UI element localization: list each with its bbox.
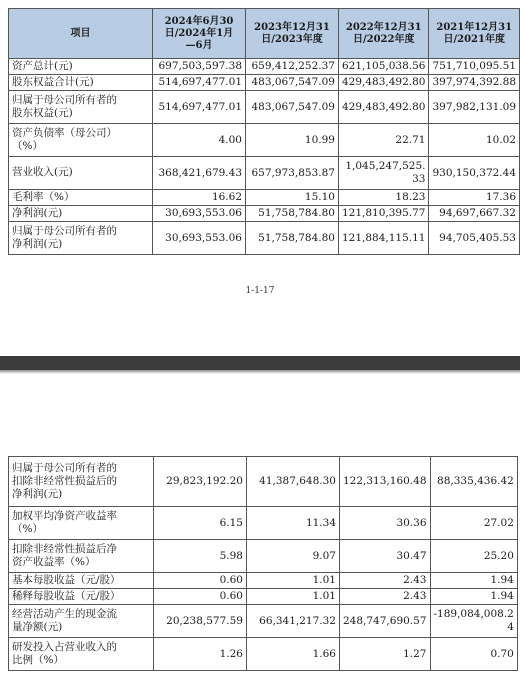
cell-value: 9.07 [247,540,340,573]
cell-value: 751,710,095.51 [429,59,520,75]
cell-value: 429,483,492.80 [338,75,429,91]
row-label: 净利润(元) [9,206,153,222]
cell-value: 121,884,115.11 [338,222,429,255]
cell-value: 5.98 [154,540,247,573]
cell-value: 1.94 [430,589,517,605]
cell-value: 18.23 [338,190,429,206]
cell-value: 659,412,252.37 [246,59,339,75]
cell-value: 2.43 [340,573,431,589]
cell-value: 30.47 [340,540,431,573]
row-label: 股东权益合计(元) [9,75,153,91]
cell-value: 368,421,679.43 [153,157,246,190]
page-separator-shadow [0,370,520,374]
cell-value: 16.62 [153,190,246,206]
table-row [9,124,520,157]
page-number: 1-1-17 [245,286,275,296]
cell-value: 122,313,160.48 [340,457,431,507]
row-label: 扣除非经常性损益后净 资产收益率（%） [9,540,154,573]
row-label: 营业收入(元) [9,157,153,190]
cell-value: 1.01 [247,589,340,605]
table-row [9,457,518,507]
cell-value: 657,973,853.87 [246,157,339,190]
cell-value: 6.15 [154,507,247,540]
cell-value: 930,150,372.44 [429,157,520,190]
cell-value: 10.99 [246,124,339,157]
table-row [9,573,518,589]
row-label: 归属于母公司所有者的 股东权益(元) [9,91,153,124]
cell-value: 483,067,547.09 [246,91,339,124]
row-label: 毛利率（%） [9,190,153,206]
cell-value: 397,982,131.09 [429,91,520,124]
table-row [9,91,520,124]
cell-value: 88,335,436.42 [430,457,517,507]
cell-value: 514,697,477.01 [153,91,246,124]
header-period-2021: 2021年12月31 日/2021年度 [429,9,520,59]
row-label: 基本每股收益（元/股） [9,573,154,589]
cell-value: 10.02 [429,124,520,157]
row-label: 归属于母公司所有者的 净利润(元) [9,222,153,255]
cell-value: 94,705,405.53 [429,222,520,255]
row-label: 归属于母公司所有者的 扣除非经常性损益后的 净利润(元) [9,457,154,507]
header-row [9,9,520,59]
table-row [9,638,518,671]
cell-value: 29,823,192.20 [154,457,247,507]
cell-value: 11.34 [247,507,340,540]
cell-value: 697,503,597.38 [153,59,246,75]
header-period-2024h1: 2024年6月30 日/2024年1月 —6月 [153,9,246,59]
cell-value: 27.02 [430,507,517,540]
cell-value: 483,067,547.09 [246,75,339,91]
cell-value: 397,974,392.88 [429,75,520,91]
table-row [9,605,518,638]
cell-value: 22.71 [338,124,429,157]
table-row [9,157,520,190]
cell-value: 621,105,038.56 [338,59,429,75]
cell-value: 1.94 [430,573,517,589]
row-label: 稀释每股收益（元/股） [9,589,154,605]
cell-value: 429,483,492.80 [338,91,429,124]
row-label: 经营活动产生的现金流 量净额(元) [9,605,154,638]
table-row [9,589,518,605]
cell-value: 1.01 [247,573,340,589]
cell-value: 51,758,784.80 [246,222,339,255]
cell-value: 25.20 [430,540,517,573]
cell-value: 1.26 [154,638,247,671]
cell-value: 0.60 [154,573,247,589]
table-row [9,59,520,75]
row-label: 加权平均净资产收益率 （%） [9,507,154,540]
cell-value: 15.10 [246,190,339,206]
cell-value: 514,697,477.01 [153,75,246,91]
cell-value: 1,045,247,525. 33 [338,157,429,190]
financial-summary-table-continued [8,456,518,671]
header-item: 项目 [9,9,153,59]
cell-value: 2.43 [340,589,431,605]
table-row [9,75,520,91]
page-separator [0,356,520,370]
table-row [9,190,520,206]
row-label: 研发投入占营业收入的 比例（%） [9,638,154,671]
cell-value: 30,693,553.06 [153,206,246,222]
cell-value: 41,387,648.30 [247,457,340,507]
table-row [9,507,518,540]
row-label: 资产负债率（母公司） （%） [9,124,153,157]
table-row [9,222,520,255]
table-row [9,540,518,573]
table-row [9,206,520,222]
cell-value: 121,810,395.77 [338,206,429,222]
cell-value: 1.27 [340,638,431,671]
cell-value: 94,697,667.32 [429,206,520,222]
cell-value: 248,747,690.57 [340,605,431,638]
cell-value: 66,341,217.32 [247,605,340,638]
cell-value: 17.36 [429,190,520,206]
cell-value: 1.66 [247,638,340,671]
row-label: 资产总计(元) [9,59,153,75]
financial-summary-table [8,8,520,255]
cell-value: 0.60 [154,589,247,605]
cell-value: 30,693,553.06 [153,222,246,255]
cell-value: 0.70 [430,638,517,671]
header-period-2023: 2023年12月31 日/2023年度 [246,9,339,59]
cell-value: -189,084,008.2 4 [430,605,517,638]
cell-value: 4.00 [153,124,246,157]
header-period-2022: 2022年12月31 日/2022年度 [338,9,429,59]
cell-value: 20,238,577.59 [154,605,247,638]
cell-value: 30.36 [340,507,431,540]
cell-value: 51,758,784.80 [246,206,339,222]
